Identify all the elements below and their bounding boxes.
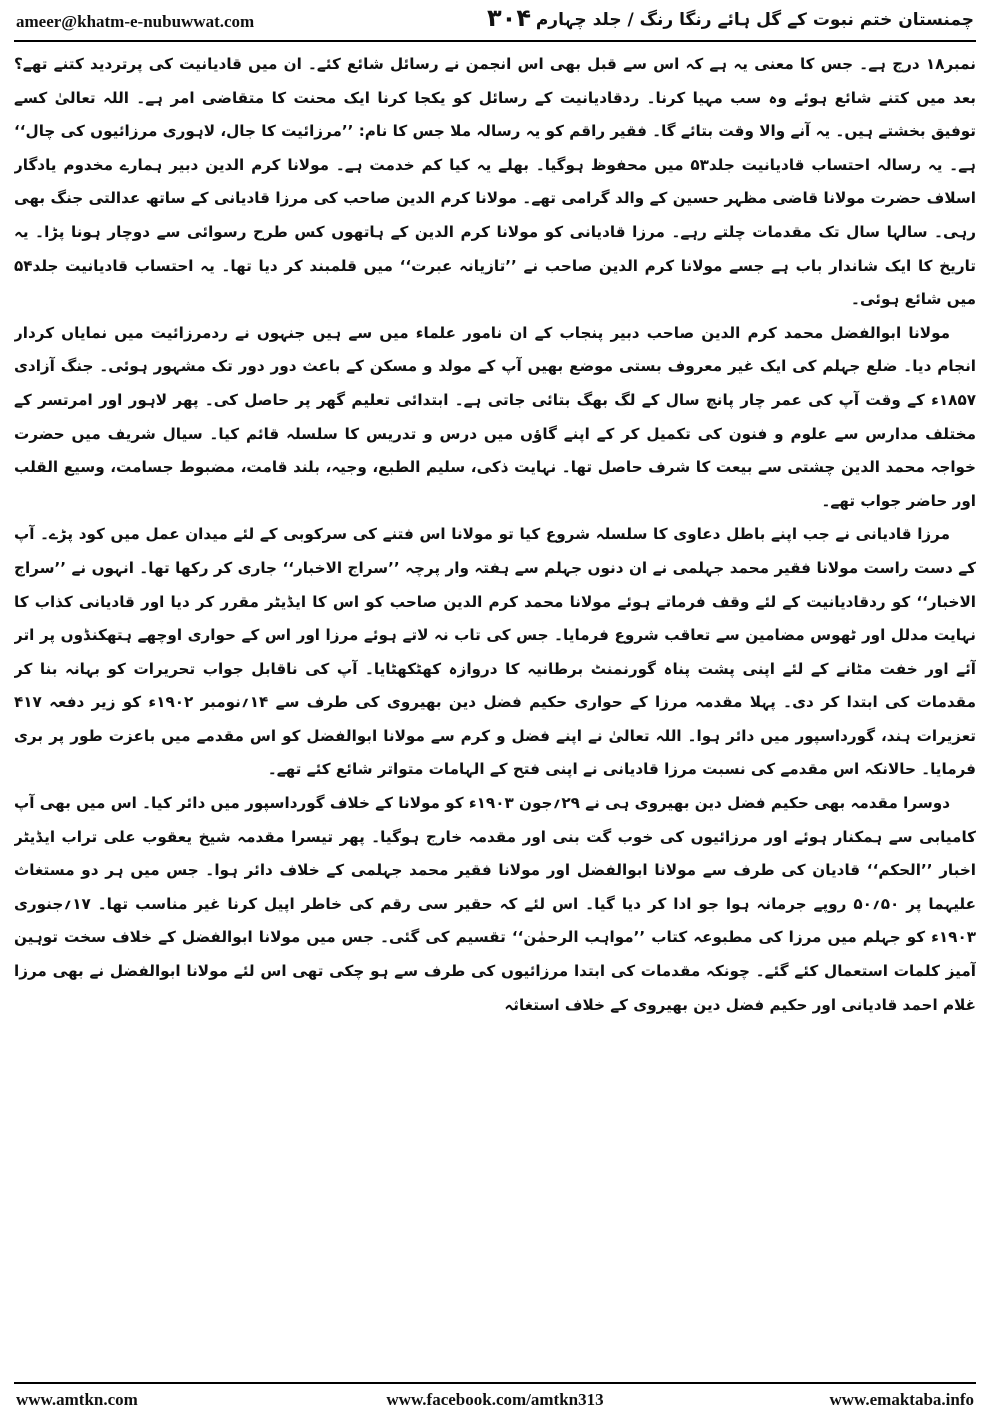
paragraph-3: مرزا قادیانی نے جب اپنے باطل دعاوی کا سلسلہ شروع کیا تو مولانا اس فتنے کی سرکوبی کے لئے میدان عمل میں کود پڑے۔ آپ کے دست راست مولانا فقیر محمد جہلمی نے ان دنوں جہلم سے ہفتہ وار پرچہ ’’سراج الاخبار‘‘ جاری کر رکھا تھا۔ انہوں نے ’’سراج الاخبار‘‘ کو ردقادیانیت کے لئے وقف فرماتے ہوئے مولانا محمد کرم الدین صاحب کو اس کا ایڈیٹر مقرر کر دیا اور قادیانی کذاب کا نہایت مدلل اور ٹھوس مضامین سے تعاقب شروع فرمایا۔ جس کی تاب نہ لاتے ہوئے مرزا اور اس کے حواری اوچھے ہتھکنڈوں پر اتر آئے اور خفت مٹانے کے لئے اپنی پشت پناہ گورنمنٹ برطانیہ کا دروازہ کھٹکھٹایا۔ آپ کی ناقابل جواب تحریرات کو بہانہ بنا کر مقدمات کی ابتدا کر دی۔ پہلا مقدمہ مرزا کے حواری حکیم فضل دین بھیروی کی طرف سے ۱۴؍نومبر ۱۹۰۲ء کو زیر دفعہ ۴۱۷ تعزیرات ہند، گورداسپور میں دائر ہوا۔ اللہ تعالیٰ نے اپنے فضل و کرم سے مولانا ابوالفضل کو اس مقدمے میں باعزت طور پر بری فرمایا۔ حالانکہ اس مقدمے کی نسبت مرزا قادیانی نے اپنی فتح کے الہامات متواتر شائع کئے تھے۔ xyxy=(14,525,976,779)
footer-divider xyxy=(14,1382,976,1384)
book-title: چمنستان ختم نبوت کے گل ہائے رنگا رنگ / جلد چہارم xyxy=(535,10,974,30)
page-header xyxy=(14,4,976,38)
page-number: ۳۰۴ xyxy=(487,4,531,32)
footer-link-facebook[interactable]: www.facebook.com/amtkn313 xyxy=(386,1390,604,1409)
footer-link-emaktaba[interactable]: www.emaktaba.info xyxy=(829,1390,974,1409)
header-email[interactable]: ameer@khatm-e-nubuwwat.com xyxy=(16,12,255,31)
paragraph-1: نمبر۱۸ درج ہے۔ جس کا معنی یہ ہے کہ اس سے قبل بھی اس انجمن نے رسائل شائع کئے۔ ان میں قادیانیت کی پرتردید کتنے تھے؟ بعد میں کتنے شائع ہوئے وہ سب مہیا کرنا۔ ردقادیانیت کے رسائل کو یکجا کرنا ایک محنت کا متقاضی امر ہے۔ اللہ تعالیٰ کسے توفیق بخشتے ہیں۔ یہ آنے والا وقت بتائے گا۔ فقیر راقم کو یہ رسالہ ملا جس کا نام: ’’مرزائیت کا جال، لاہوری مرزائیوں کی چال‘‘ ہے۔ یہ رسالہ احتساب قادیانیت جلد۵۳ میں محفوظ ہوگیا۔ بھلے یہ کیا کم خدمت ہے۔ مولانا کرم الدین دبیر ہمارے مخدوم یادگار اسلاف حضرت مولانا قاضی مظہر حسین کے والد گرامی تھے۔ مولانا کرم الدین صاحب کی مرزا قادیانی کے ساتھ عدالتی جنگ بھی رہی۔ سالہا سال تک مقدمات چلتے رہے۔ مرزا قادیانی کو مولانا کرم الدین کے ہاتھوں کس طرح رسوائی سے دوچار ہونا پڑا۔ یہ تاریخ کا ایک شاندار باب ہے جسے مولانا کرم الدین صاحب نے ’’تازیانہ عبرت‘‘ میں قلمبند کر دیا تھا۔ یہ احتساب قادیانیت جلد۵۴ میں شائع ہوئی۔ xyxy=(14,55,976,309)
footer-link-amtkn[interactable]: www.amtkn.com xyxy=(16,1390,138,1409)
paragraph-2: مولانا ابوالفضل محمد کرم الدین صاحب دبیر پنجاب کے ان نامور علماء میں سے ہیں جنہوں نے ردمرزائیت میں نمایاں کردار انجام دیا۔ ضلع جہلم کی ایک غیر معروف بستی موضع بھیں آپ کے مولد و مسکن کے باعث دور دور تک مشہور ہوئی۔ جنگ آزادی ۱۸۵۷ء کے وقت آپ کی عمر چار پانچ سال کے لگ بھگ بتائی جاتی ہے۔ ابتدائی تعلیم گھر پر حاصل کی۔ پھر لاہور اور امرتسر کے مختلف مدارس سے علوم و فنون کی تکمیل کر کے اپنے گاؤں میں درس و تدریس کا سلسلہ قائم کیا۔ سیال شریف میں حضرت خواجہ محمد الدین چشتی سے بیعت کا شرف حاصل تھا۔ نہایت ذکی، سلیم الطبع، وجیہ، بلند قامت، مضبوط جسامت، وسیع القلب اور حاضر جواب تھے۔ xyxy=(14,323,976,510)
paragraph-4: دوسرا مقدمہ بھی حکیم فضل دین بھیروی ہی نے ۲۹؍جون ۱۹۰۳ء کو مولانا کے خلاف گورداسپور میں دائر کیا۔ اس میں بھی آپ کامیابی سے ہمکنار ہوئے اور مرزائیوں کی خوب گت بنی اور مقدمہ خارج ہوگیا۔ پھر تیسرا مقدمہ شیخ یعقوب علی تراب ایڈیٹر اخبار ’’الحکم‘‘ قادیان کی طرف سے مولانا ابوالفضل اور مولانا فقیر محمد جہلمی کے خلاف دائر ہوا۔ جس میں ہر دو مستغاث علیہما پر ۵۰؍۵۰ روپے جرمانہ ہوا جو ادا کر دیا گیا۔ اس لئے کہ حقیر سی رقم کی خاطر اپیل کرنا غیر مناسب تھا۔ ۱۷؍جنوری ۱۹۰۳ء کو جہلم میں مرزا کی مطبوعہ کتاب ’’مواہب الرحمٰن‘‘ تقسیم کی گئی۔ جس میں مولانا ابوالفضل کے خلاف سخت توہین آمیز کلمات استعمال کئے گئے۔ چونکہ مقدمات کی ابتدا مرزائیوں کی طرف سے ہو چکی تھی اس لئے مولانا ابوالفضل نے بھی مرزا غلام احمد قادیانی اور حکیم فضل دین بھیروی کے خلاف استغاثہ xyxy=(14,794,976,1014)
page-body xyxy=(14,48,976,1376)
page-footer xyxy=(14,1388,976,1414)
header-divider xyxy=(14,40,976,42)
